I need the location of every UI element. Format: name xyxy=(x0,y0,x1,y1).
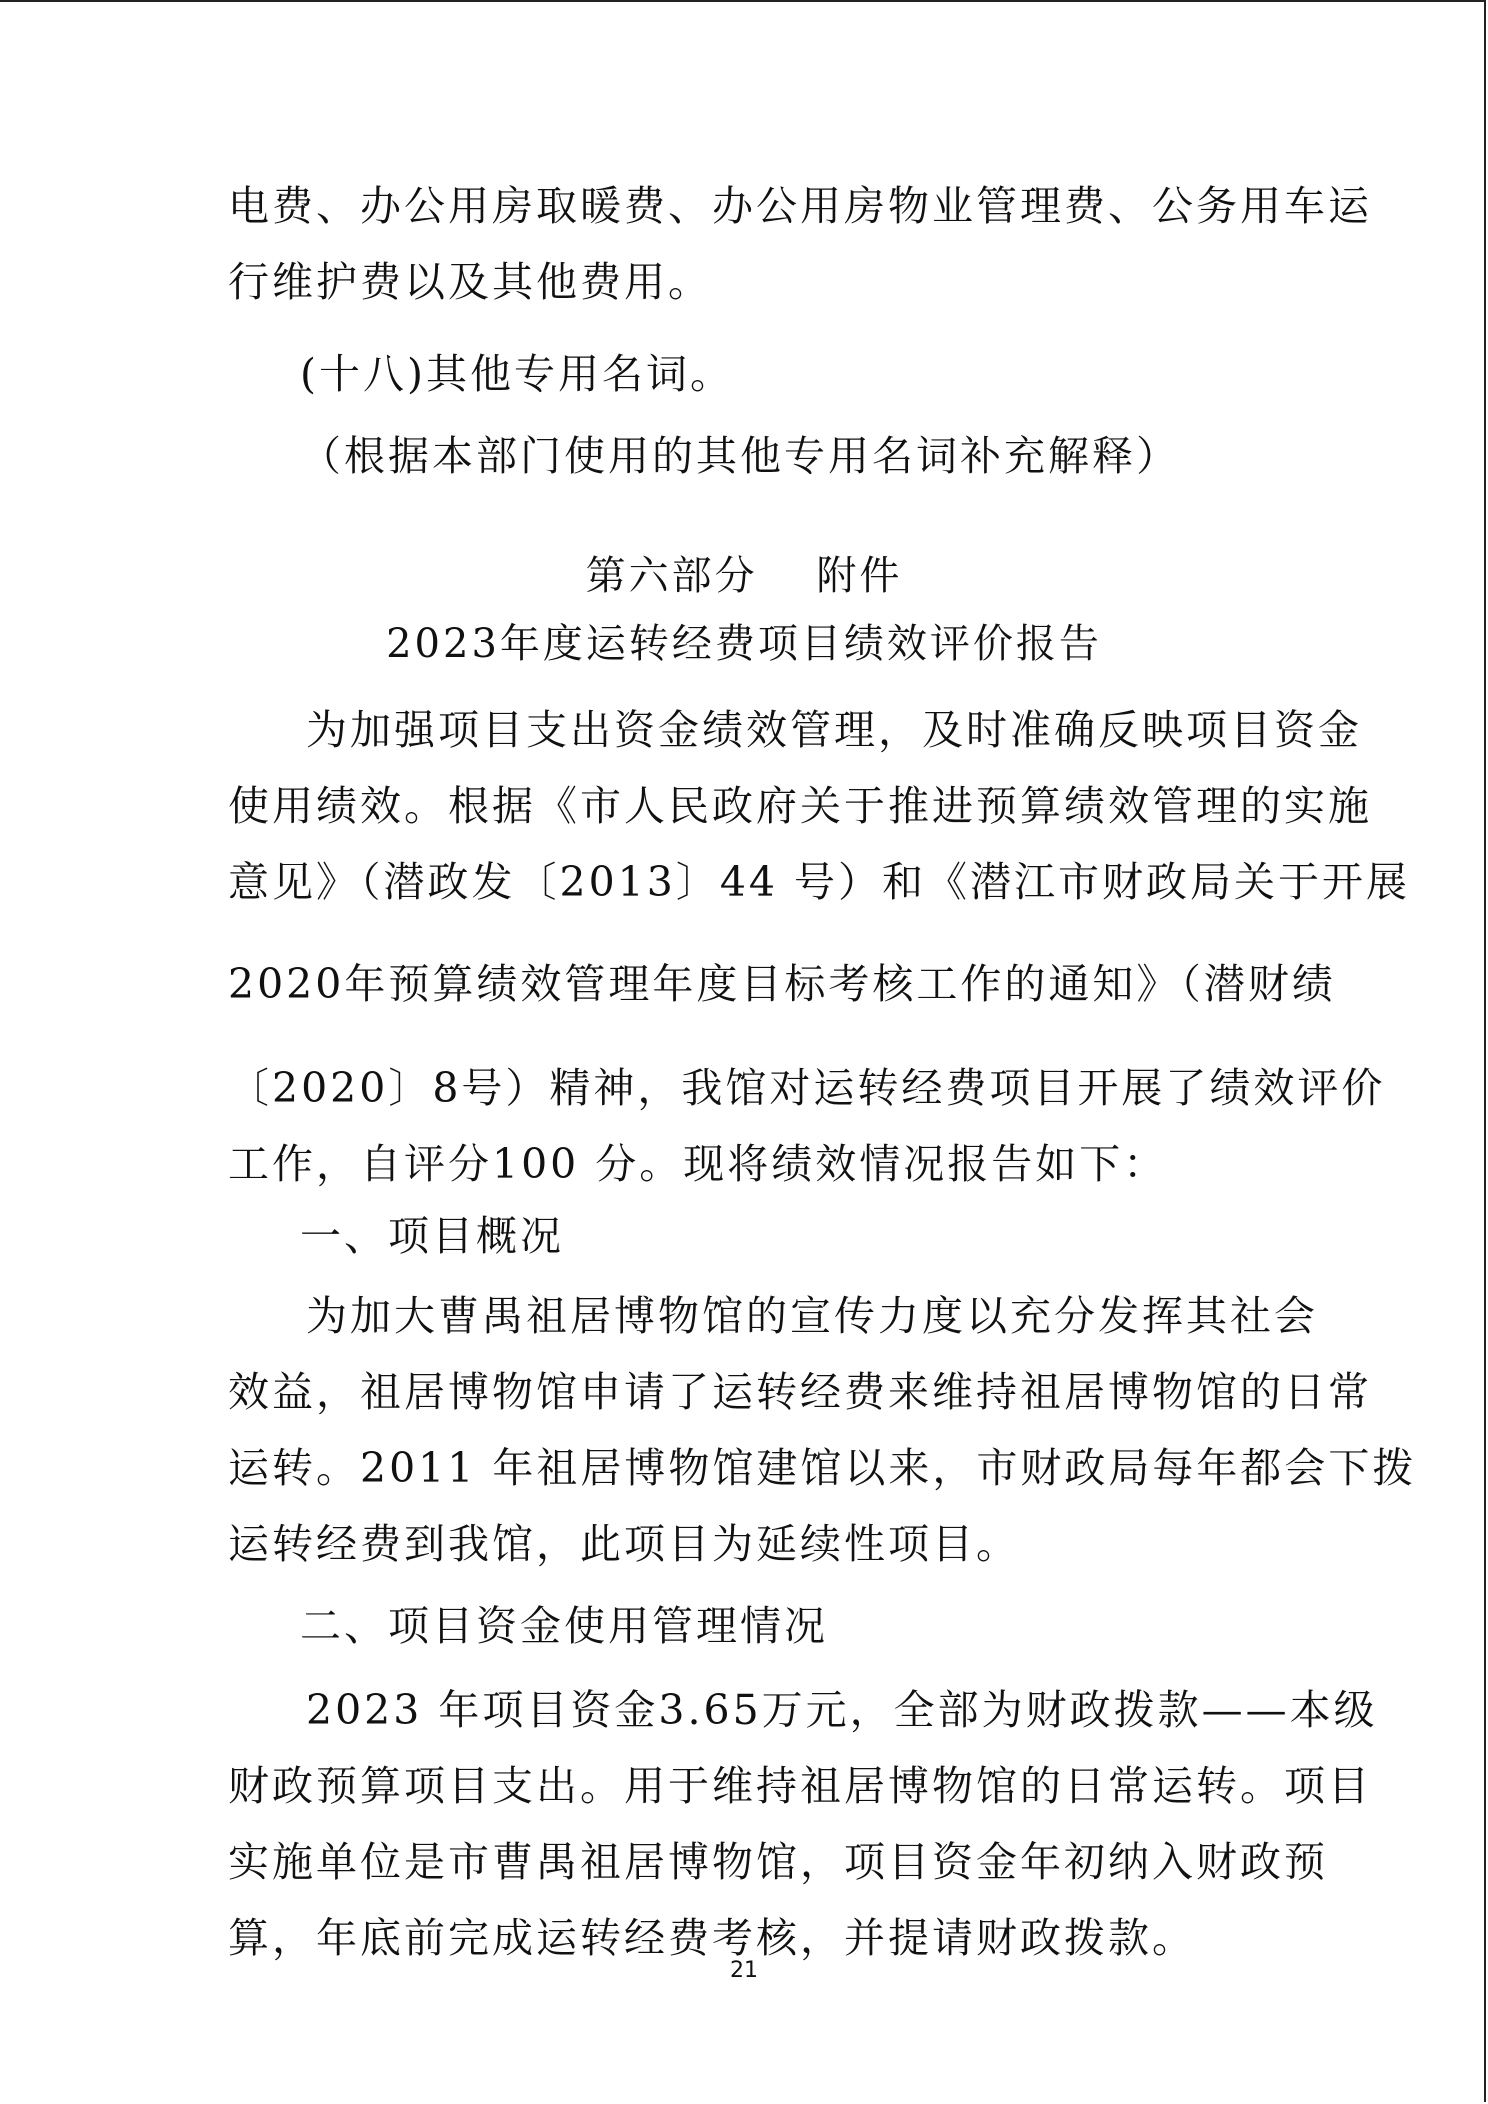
paragraph-line: 为加大曹禺祖居博物馆的宣传力度以充分发挥其社会 xyxy=(306,1292,1318,1340)
paragraph-line: 财政预算项目支出。用于维持祖居博物馆的日常运转。项目 xyxy=(228,1762,1372,1810)
paragraph-line: 2020年预算绩效管理年度目标考核工作的通知》（潜财绩 xyxy=(228,960,1336,1008)
paragraph-line: 使用绩效。根据《市人民政府关于推进预算绩效管理的实施 xyxy=(228,782,1372,830)
part-heading: 第六部分 附件 xyxy=(585,553,903,599)
paragraph-line: 〔2020〕8号）精神，我馆对运转经费项目开展了绩效评价 xyxy=(228,1064,1386,1112)
section-heading-1: 一、项目概况 xyxy=(300,1212,564,1260)
explanatory-note: （根据本部门使用的其他专用名词补充解释） xyxy=(300,432,1180,480)
paragraph-line: 运转。2011 年祖居博物馆建馆以来，市财政局每年都会下拨 xyxy=(228,1444,1417,1492)
paragraph-line: 电费、办公用房取暖费、办公用房物业管理费、公务用车运 xyxy=(228,182,1372,230)
paragraph-line: 效益，祖居博物馆申请了运转经费来维持祖居博物馆的日常 xyxy=(228,1368,1372,1416)
section-item-18: (十八)其他专用名词。 xyxy=(300,350,734,398)
page-number: 21 xyxy=(730,1958,758,1983)
paragraph-line: 实施单位是市曹禺祖居博物馆，项目资金年初纳入财政预 xyxy=(228,1838,1328,1886)
section-heading-2: 二、项目资金使用管理情况 xyxy=(300,1602,828,1650)
paragraph-line: 运转经费到我馆，此项目为延续性项目。 xyxy=(228,1520,1020,1568)
paragraph-line: 行维护费以及其他费用。 xyxy=(228,258,712,306)
paragraph-line: 为加强项目支出资金绩效管理，及时准确反映项目资金 xyxy=(306,706,1362,754)
paragraph-line: 算，年底前完成运转经费考核，并提请财政拨款。 xyxy=(228,1914,1196,1962)
report-title: 2023年度运转经费项目绩效评价报告 xyxy=(386,621,1102,667)
paragraph-line: 2023 年项目资金3.65万元，全部为财政拨款——本级 xyxy=(306,1686,1378,1734)
paragraph-line: 意见》（潜政发〔2013〕44 号）和《潜江市财政局关于开展 xyxy=(228,858,1411,906)
paragraph-line: 工作，自评分100 分。现将绩效情况报告如下： xyxy=(228,1140,1168,1188)
